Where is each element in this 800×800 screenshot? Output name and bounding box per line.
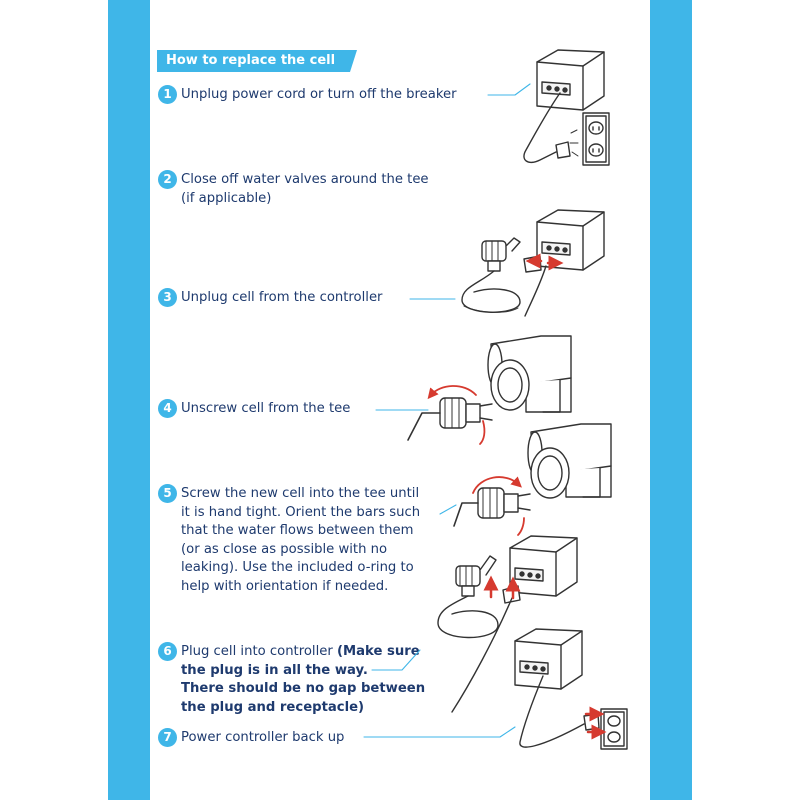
section-title: How to replace the cell bbox=[166, 53, 336, 68]
cell-icon bbox=[454, 488, 530, 526]
step-text: Screw the new cell into the tee until it is hand tight. Orient the bars such that the water flows between them (or as close as possible with no leaking). Use the included o-ring to help with orientation if needed. bbox=[181, 486, 421, 594]
step-number-badge: 3 bbox=[158, 288, 177, 307]
plug-icon bbox=[584, 714, 599, 730]
step-text: Power controller back up bbox=[181, 730, 345, 745]
step-text: Unscrew cell from the tee bbox=[181, 401, 351, 416]
wall-outlet-icon bbox=[583, 113, 609, 165]
step-text: Close off water valves around the tee (if applicable) bbox=[181, 172, 429, 206]
cable-icon bbox=[452, 598, 512, 712]
cell-icon bbox=[408, 398, 492, 440]
cable-icon bbox=[525, 266, 546, 316]
pvc-tee-icon bbox=[488, 336, 571, 412]
step-number-badge: 2 bbox=[158, 170, 177, 189]
pvc-tee-icon bbox=[528, 424, 611, 498]
wall-outlet-icon bbox=[601, 709, 627, 749]
step-number-badge: 7 bbox=[158, 728, 177, 747]
cell-icon bbox=[462, 238, 520, 312]
cell-plug-icon bbox=[524, 256, 541, 272]
step-text: Unplug power cord or turn off the breaker bbox=[181, 87, 457, 102]
step-text: Unplug cell from the controller bbox=[181, 290, 383, 305]
step-number-badge: 4 bbox=[158, 399, 177, 418]
controller-box-icon bbox=[515, 629, 582, 689]
controller-box-icon bbox=[537, 50, 604, 110]
step-number-badge: 6 bbox=[158, 642, 177, 661]
controller-box-icon bbox=[537, 210, 604, 270]
plug-icon bbox=[556, 142, 570, 158]
step-number-badge: 1 bbox=[158, 85, 177, 104]
controller-box-icon bbox=[510, 536, 577, 596]
step-number-badge: 5 bbox=[158, 484, 177, 503]
spark-lines bbox=[570, 130, 578, 156]
step-text: Plug cell into controller (Make sure the plug is in all the way. There should be no gap between the plug and receptacle) bbox=[181, 644, 426, 715]
cell-icon bbox=[438, 556, 498, 638]
